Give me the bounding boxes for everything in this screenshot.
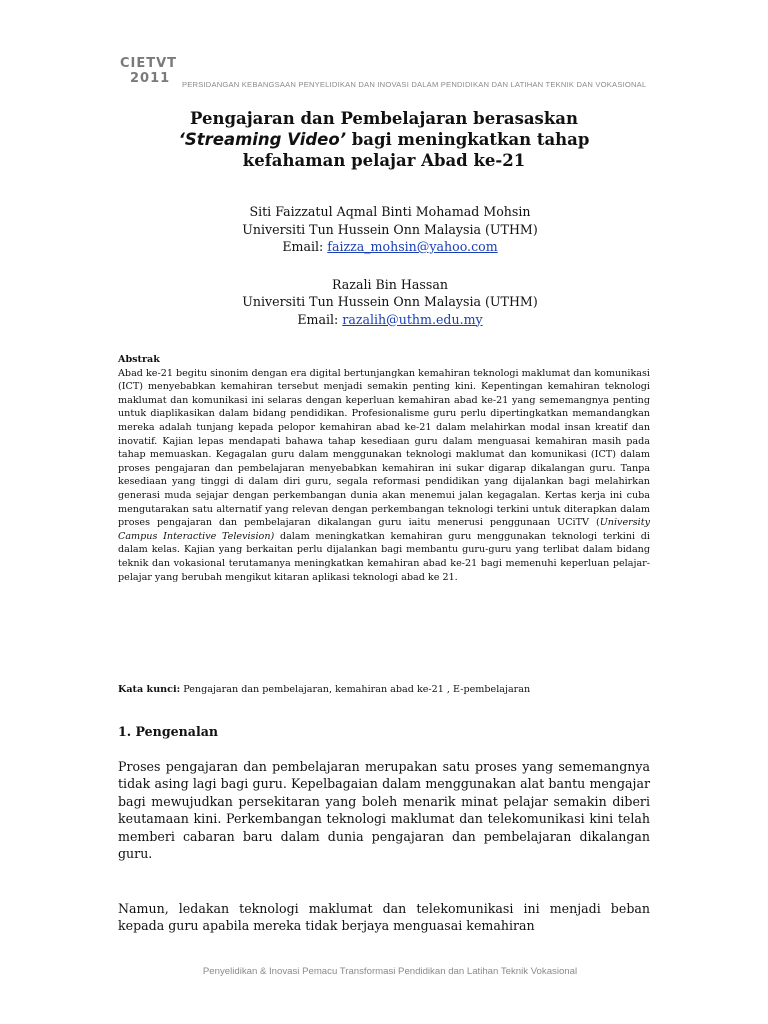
author-email-line: [0, 311, 768, 329]
keywords-label: Kata kunci:: [118, 684, 181, 695]
body-paragraph: Proses pengajaran dan pembelajaran merupakan satu proses yang sememangnya tidak asing lagi bagi guru. Kepelbagaian dalam menggunakan alat bantu mengajar bagi mewujudkan persekitaran yang boleh menarik minat pelajar semakin diberi keutamaan kini. Perkembangan teknologi maklumat dan telekomunikasi kini telah memberi cabaran baru dalam dunia pengajaran dan pembelajaran dikalangan guru.: [118, 759, 650, 862]
abstract-italic-term: University Campus Interactive Television): [118, 517, 650, 542]
section-heading: 1. Pengenalan: [118, 724, 219, 739]
keywords-text: Pengajaran dan pembelajaran, kemahiran abad ke-21 , E-pembelajaran: [180, 684, 531, 695]
title-line-2-rest: bagi meningkatkan tahap: [345, 130, 590, 149]
abstract-text-1: Abad ke-21 begitu sinonim dengan era digital bertunjangkan kemahiran teknologi maklumat dan komunikasi (ICT) menyebabkan kemahiran tersebut menjadi semakin penting kini. Kepentingan kemahiran teknologi maklumat dan komunikasi ini selaras dengan keperluan kemahiran abad ke-21 yang sememangnya penting untuk diaplikasikan dalam bidang pendidikan. Profesionalisme guru perlu dipertingkatkan memandangkan mereka adalah tunjang kepada pelopor kemahiran abad ke-21 dalam melahirkan modal insan kreatif dan inovatif. Kajian lepas mendapati bahawa tahap kesediaan guru dalam menguasai kemahiran masih pada tahap memuaskan. Kegagalan guru dalam menggunakan teknologi maklumat dan komunikasi (ICT) dalam proses pengajaran dan pembelajaran menyebabkan kemahiran ini sukar digarap dikalangan guru. Tanpa kesediaan yang tinggi di dalam diri guru, segala reformasi pendidikan yang dijalankan bagi melahirkan generasi muda sejajar dengan perkembangan dunia akan menemui jalan kegagalan. Kertas kerja ini cuba mengutarakan satu alternatif yang relevan dengan perkembangan teknologi terkini untuk diterapkan dalam proses pengajaran dan pembelajaran dikalangan guru iaitu menerusi penggunaan UCiTV (: [118, 367, 650, 529]
author-block: [0, 203, 768, 328]
conference-tag-year: 2011: [130, 71, 171, 86]
page-footer: Penyelidikan & Inovasi Pemacu Transformasi Pendidikan dan Latihan Teknik Vokasional: [202, 966, 578, 977]
author-affiliation: Universiti Tun Hussein Onn Malaysia (UTHM): [242, 294, 538, 309]
conference-tag-name: CIETVT: [120, 56, 178, 71]
conference-tag: [120, 56, 177, 86]
abstract-body: [118, 367, 650, 585]
abstract-heading: Abstrak: [118, 354, 160, 365]
title-line-1: Pengajaran dan Pembelajaran berasaskan: [190, 109, 578, 128]
title-italic-phrase: ‘Streaming Video’: [178, 130, 346, 149]
abstract-text-2: dalam meningkatkan kemahiran guru menggunakan teknologi terkini di dalam kelas. Kajian yang berkaitan perlu dijalankan bagi membantu guru-guru yang terlibat dalam bidang teknik dan vokasional terutamanya meningkatkan kemahiran abad ke-21 bagi memenuhi keperluan pelajar-pelajar yang berubah mengikut kitaran aplikasi teknologi abad ke 21.: [118, 530, 650, 583]
author-name: Siti Faizzatul Aqmal Binti Mohamad Mohsin: [249, 204, 531, 219]
email-label: Email:: [297, 311, 343, 327]
conference-title: PERSIDANGAN KEBANGSAAN PENYELIDIKAN DAN INOVASI DALAM PENDIDIKAN DAN LATIHAN TEKNIK DAN VOKASIONAL: [182, 80, 647, 89]
paper-title: [0, 108, 768, 171]
author-email-link[interactable]: faizza_mohsin@yahoo.com: [327, 239, 498, 254]
keywords: [118, 684, 658, 695]
title-line-2: [0, 129, 768, 150]
author-affiliation: Universiti Tun Hussein Onn Malaysia (UTHM): [242, 221, 538, 237]
abstract: [118, 353, 650, 584]
email-label: Email:: [282, 239, 328, 254]
author-email-link[interactable]: razalih@uthm.edu.my: [342, 311, 483, 327]
author-email-line: [0, 238, 768, 256]
body-paragraph: Namun, ledakan teknologi maklumat dan telekomunikasi ini menjadi beban kepada guru apabila mereka tidak berjaya menguasai kemahiran: [118, 901, 650, 934]
title-line-3: kefahaman pelajar Abad ke-21: [242, 151, 526, 170]
author-name: Razali Bin Hassan: [332, 276, 448, 292]
